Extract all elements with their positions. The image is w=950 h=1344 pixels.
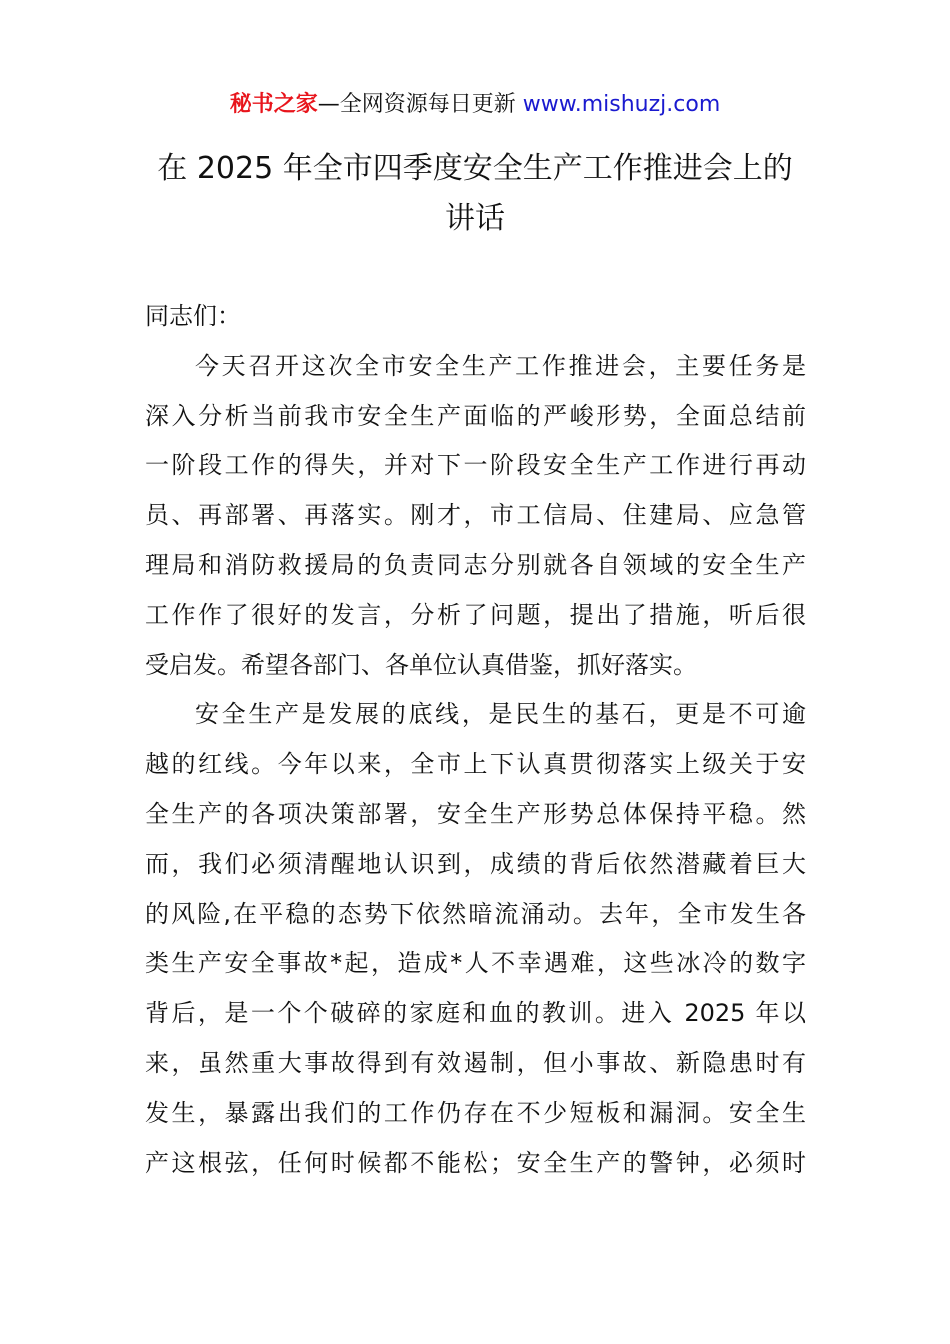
- banner-tagline: —全网资源每日更新: [317, 92, 516, 117]
- paragraph-line: 而，我们必须清醒地认识到，成绩的背后依然潜藏着巨大: [145, 849, 806, 878]
- paragraph-line: 发生，暴露出我们的工作仍存在不少短板和漏洞。安全生: [145, 1098, 806, 1127]
- site-url[interactable]: www.mishuzj.com: [522, 92, 721, 117]
- paragraph-line: 产这根弦，任何时候都不能松；安全生产的警钟，必须时: [145, 1148, 806, 1177]
- brand-name: 秘书之家: [229, 92, 318, 117]
- paragraph: [145, 344, 806, 693]
- paragraph-line: 员、再部署、再落实。刚才，市工信局、住建局、应急管: [145, 501, 806, 530]
- document-body: [145, 294, 806, 1190]
- paragraph-line: 安全生产是发展的底线，是民生的基石，更是不可逾: [195, 700, 806, 729]
- paragraph-line: 一阶段工作的得失，并对下一阶段安全生产工作进行再动: [145, 451, 806, 480]
- paragraph-line: 受启发。希望各部门、各单位认真借鉴，抓好落实。: [145, 650, 697, 679]
- paragraph-line: 的风险,在平稳的态势下依然暗流涌动。去年，全市发生各: [145, 899, 806, 928]
- paragraph-line: 类生产安全事故*起，造成*人不幸遇难，这些冰冷的数字: [145, 949, 806, 978]
- paragraph-line: 背后，是一个个破碎的家庭和血的教训。进入 2025 年以: [145, 999, 806, 1028]
- paragraph-line: 深入分析当前我市安全生产面临的严峻形势，全面总结前: [145, 401, 806, 430]
- paragraph: [145, 692, 806, 1190]
- paragraph-line: 越的红线。今年以来，全市上下认真贯彻落实上级关于安: [145, 750, 806, 779]
- paragraph-line: 全生产的各项决策部署，安全生产形势总体保持平稳。然: [145, 799, 806, 828]
- greeting: 同志们：: [145, 302, 241, 330]
- paragraph-line: 来，虽然重大事故得到有效遏制，但小事故、新隐患时有: [145, 1048, 806, 1077]
- title-line: 在 2025 年全市四季度安全生产工作推进会上的: [157, 151, 793, 186]
- document-title: [140, 144, 810, 244]
- title-line: 讲话: [445, 201, 505, 236]
- site-banner: [0, 88, 950, 122]
- paragraph-line: 今天召开这次全市安全生产工作推进会，主要任务是: [195, 351, 806, 380]
- paragraph-line: 工作作了很好的发言，分析了问题，提出了措施，听后很: [145, 600, 806, 629]
- paragraph-line: 理局和消防救援局的负责同志分别就各自领域的安全生产: [145, 550, 806, 579]
